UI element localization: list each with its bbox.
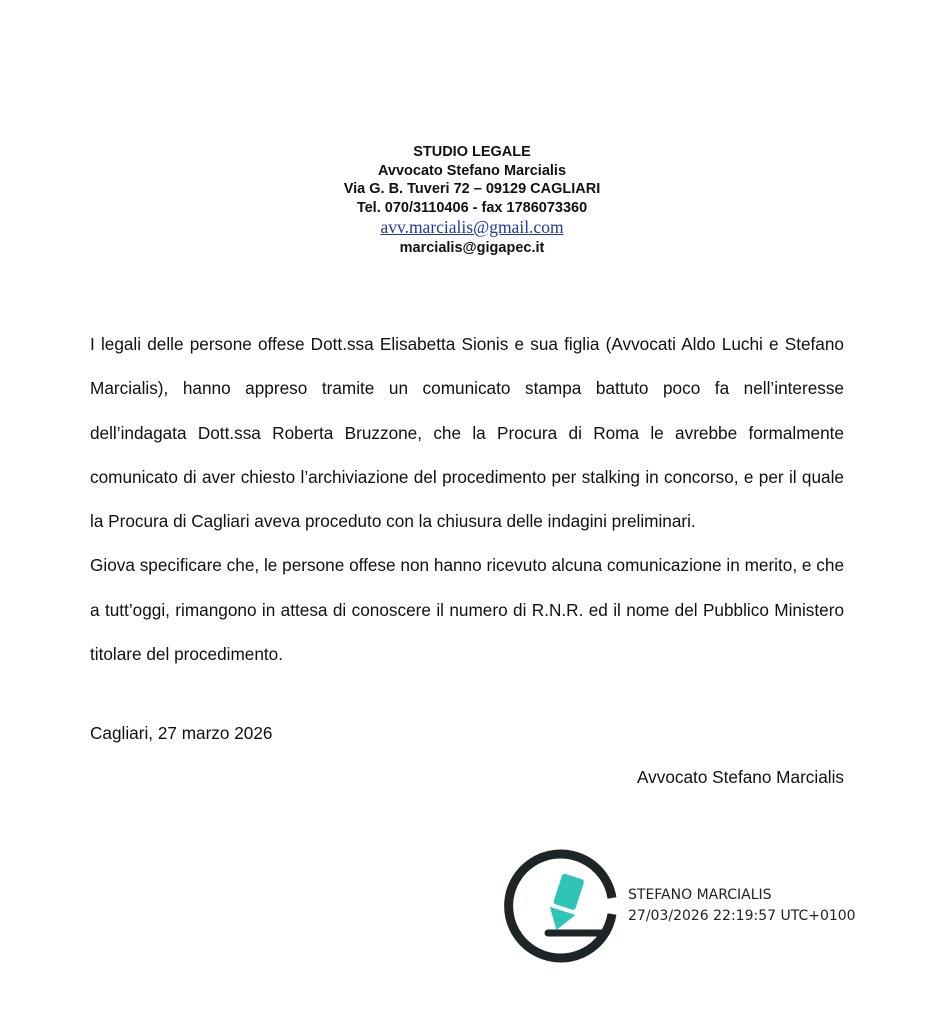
lawyer-name: Avvocato Stefano Marcialis [377,162,567,179]
office-address: Via G. B. Tuveri 72 – 09129 CAGLIARI [343,181,601,197]
digital-signature-info [628,885,856,927]
firm-name: STUDIO LEGALE [413,144,531,160]
signer-name: STEFANO MARCIALIS [628,887,772,903]
pen-in-circle-seal-icon [502,847,620,965]
letter-body [90,322,844,676]
paragraph-2: Giova specificare che, le persone offese non hanno ricevuto alcuna comunicazione in merito, e che a tutt’oggi, rimangono in attesa di conoscere il numero di R.N.R. ed il nome del Pubblico Ministero titolare del procedimento. [90,555,844,665]
paragraph-1: I legali delle persone offese Dott.ssa Elisabetta Sionis e sua figlia (Avvocati Aldo Luchi e Stefano Marcialis), hanno appreso tramite un comunicato stampa battuto poco fa nell’interesse dell’indagata Dott.ssa Roberta Bruzzone, che la Procura di Roma le avrebbe formalmente comunicato di aver chiesto l’archiviazione del procedimento per stalking in concorso, e per il quale la Procura di Cagliari aveva proceduto con la chiusura delle indagini preliminari. [90,334,844,532]
signature-name: Avvocato Stefano Marcialis [637,767,844,787]
place-date: Cagliari, 27 marzo 2026 [90,723,273,743]
phone-fax: Tel. 070/3110406 - fax 1786073360 [356,199,588,216]
letterhead [0,143,944,257]
pec-address: marcialis@gigapec.it [399,239,545,256]
signature-timestamp: 27/03/2026 22:19:57 UTC+0100 [628,908,856,924]
email-link[interactable]: avv.marcialis@gmail.com [380,217,564,237]
